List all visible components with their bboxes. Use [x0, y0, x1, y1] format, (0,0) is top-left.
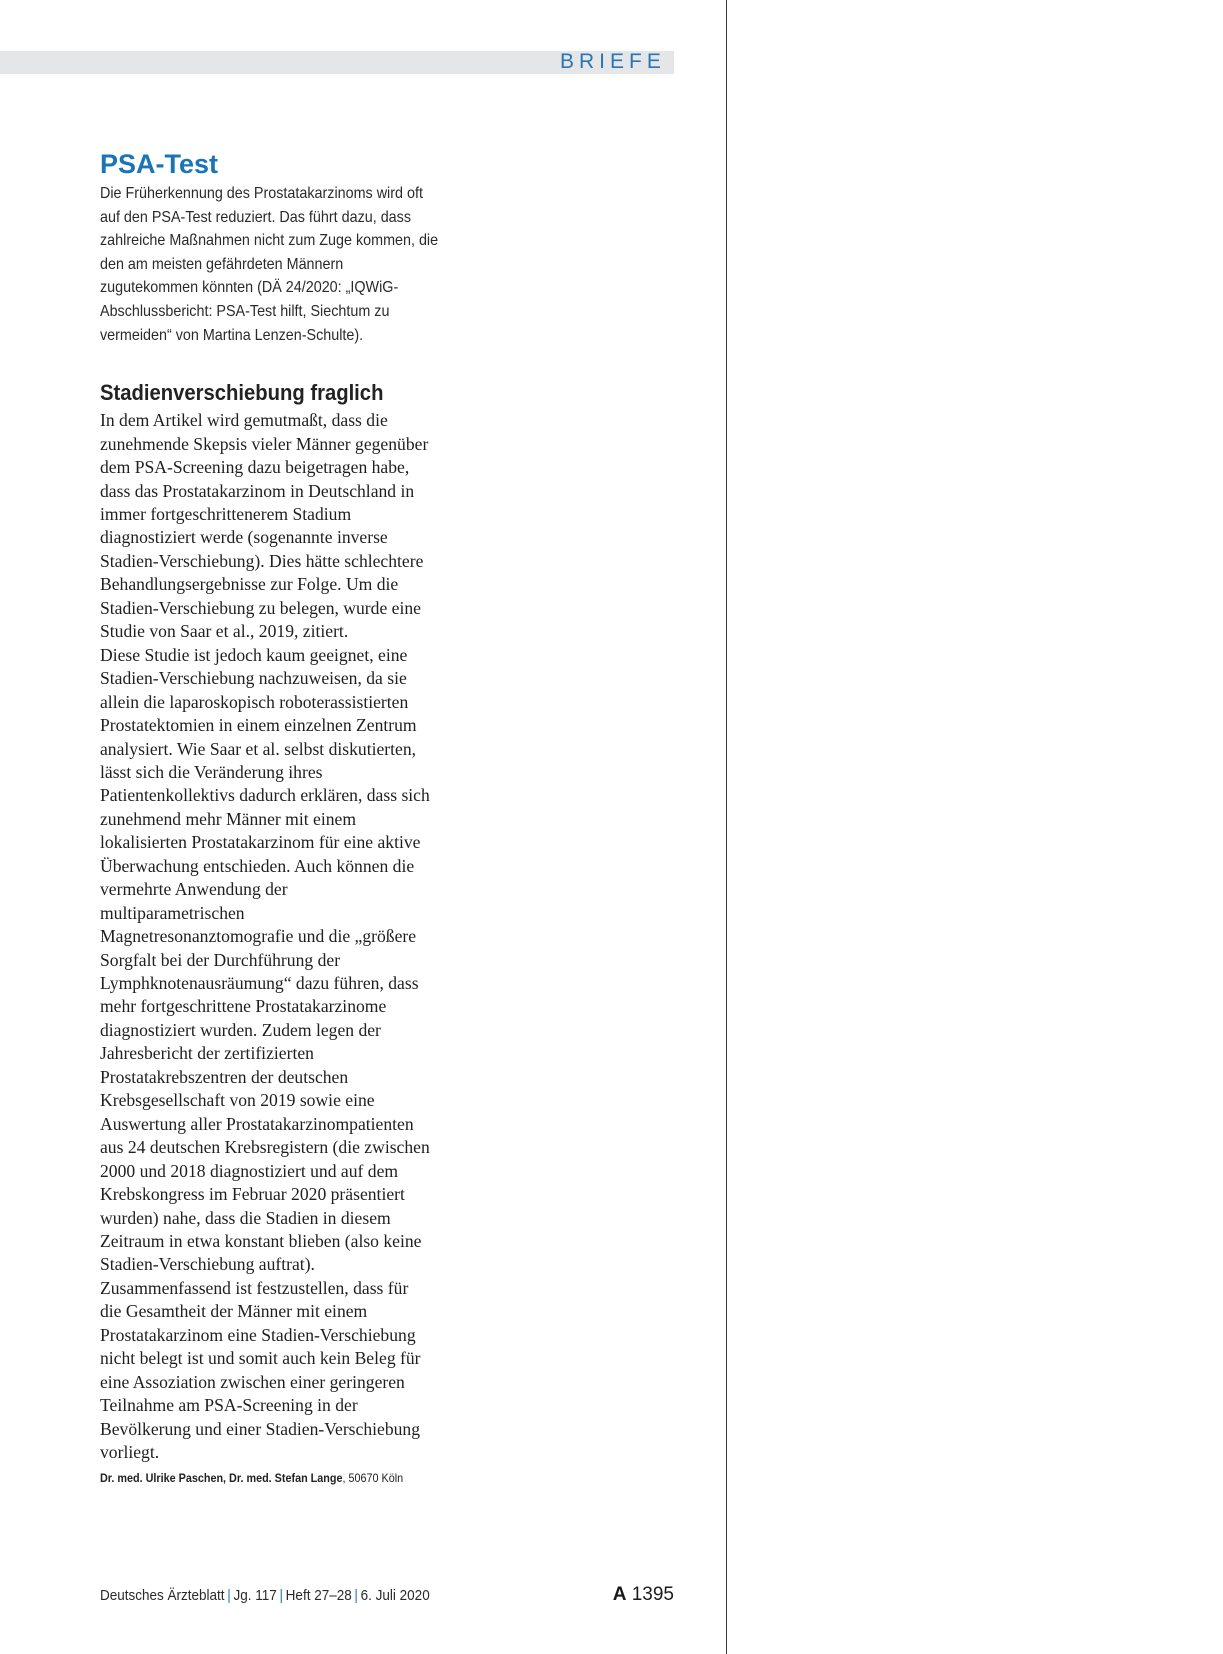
- footer-issue: Heft 27–28: [285, 1587, 352, 1604]
- page-number: [613, 1584, 674, 1606]
- footer-separator: |: [279, 1587, 283, 1604]
- signature-location: , 50670 Köln: [342, 1470, 404, 1485]
- intro-text: Die Früherkennung des Prostatakarzinoms wird oft auf den PSA-Test reduziert. Das führt dazu, dass zahlreiche Maßnahmen nicht zum Zuge kommen, die den am meisten gefährdeten Männern zugutekommen könnten (DÄ 24/2020: „IQWiG-Abschlussbericht: PSA-Test hilft, Siechtum zu vermeiden“ von Martina Lenzen-Schulte).: [100, 185, 439, 344]
- footer-volume: Jg. 117: [233, 1587, 277, 1604]
- body-paragraph: Zusammenfassend ist festzustellen, dass für die Gesamtheit der Männer mit einem Prostatakarzinom eine Stadien-Verschiebung nicht belegt ist und somit auch kein Beleg für eine Assoziation zwischen einer geringeren Teilnahme am PSA-Screening in der Bevölkerung und einer Stadien-Verschiebung vorliegt.: [100, 1277, 421, 1463]
- article: [100, 148, 440, 1487]
- footer-separator: |: [354, 1587, 358, 1604]
- page-prefix: A: [612, 1584, 627, 1605]
- topic-title: PSA-Test: [100, 149, 219, 179]
- section-label: BRIEFE: [560, 50, 666, 73]
- page-divider: [726, 0, 727, 1654]
- body-paragraph: Diese Studie ist jedoch kaum geeignet, eine Stadien-Verschiebung nachzuweisen, da sie allein die laparoskopisch roboterassistierten Prostatektomien in einem einzelnen Zentrum analysiert. Wie Saar et al. selbst diskutierten, lässt sich die Veränderung ihres Patientenkollektivs dadurch erklären, dass sich zunehmend mehr Männer mit einem lokalisierten Prostatakarzinom für eine aktive Überwachung entschieden. Auch können die vermehrte Anwendung der multiparametrischen Magnetresonanztomografie und die „größere Sorgfalt bei der Durchführung der Lymphknotenausräumung“ dazu führen, dass mehr fortgeschrittene Prostatakarzinome diagnostiziert wurden. Zudem legen der Jahresbericht der zertifizierten Prostatakrebszentren der deutschen Krebsgesellschaft von 2019 sowie eine Auswertung aller Prostatakarzinompatienten aus 24 deutschen Krebsregistern (die zwischen 2000 und 2018 diagnostiziert und auf dem Krebskongress im Februar 2020 präsentiert wurden) nahe, dass die Stadien in diesem Zeitraum in etwa konstant blieben (also keine Stadien-Verschiebung auftrat).: [100, 644, 430, 1275]
- page-footer: [100, 1584, 674, 1608]
- footer-citation: [100, 1587, 430, 1604]
- page-number-value: 1395: [626, 1584, 674, 1605]
- footer-separator: |: [227, 1587, 231, 1604]
- footer-date: 6. Juli 2020: [360, 1587, 430, 1604]
- signature-authors: Dr. med. Ulrike Paschen, Dr. med. Stefan Lange: [100, 1470, 343, 1485]
- letter-title: Stadienverschiebung fraglich: [100, 380, 384, 406]
- footer-journal: Deutsches Ärzteblatt: [100, 1587, 225, 1604]
- signature: [100, 1469, 406, 1487]
- body-paragraph: In dem Artikel wird gemutmaßt, dass die zunehmende Skepsis vieler Männer gegenüber dem PSA-Screening dazu beigetragen habe, dass das Prostatakarzinom in Deutschland in immer fortgeschrittenerem Stadium diagnostiziert werde (sogenannte inverse Stadien-Verschiebung). Dies hätte schlechtere Behandlungsergebnisse zur Folge. Um die Stadien-Verschiebung zu belegen, wurde eine Studie von Saar et al., 2019, zitiert.: [100, 410, 429, 642]
